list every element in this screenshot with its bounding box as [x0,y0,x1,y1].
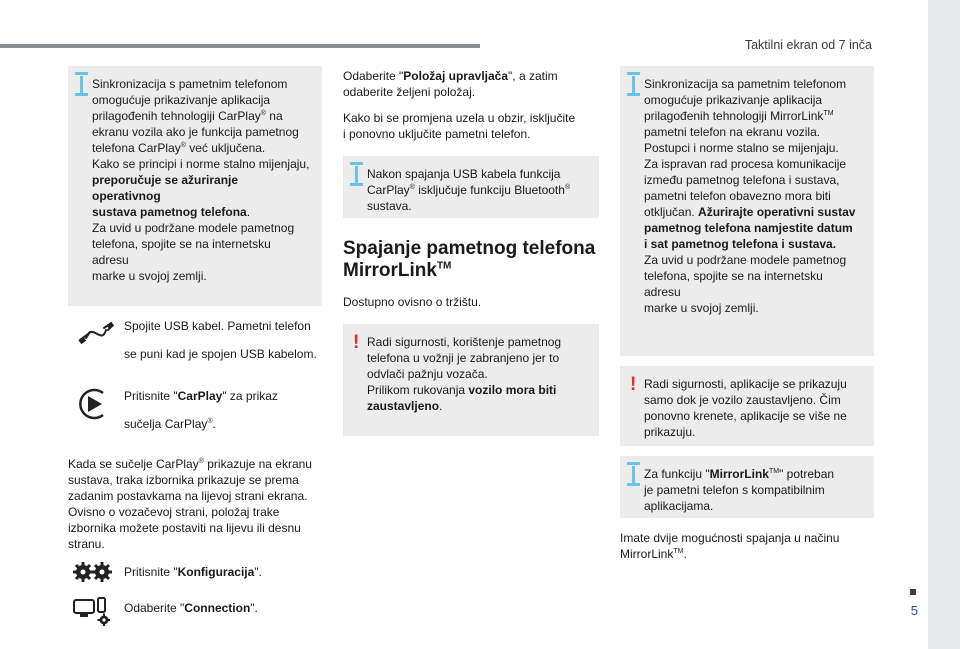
page-header-title: Taktilni ekran od 7 inča [744,38,872,52]
connection-settings-icon [72,596,112,626]
steering-position-paragraph: Odaberite "Položaj upravljača", a zatim odaberite željeni položaj. [343,69,558,99]
info-note-bluetooth: Nakon spajanja USB kabela funkcija CarPlay® isključuje funkciju Bluetooth® sustava. [343,156,599,218]
restart-phone-paragraph: Kako bi se promjena uzela u obzir, isključite i ponovno uključite pametni telefon. [343,111,576,141]
column-3 [620,66,874,562]
usb-instruction: Spojite USB kabel. Pametni telefon se puni kad je spojen USB kabelom. [68,318,322,362]
connection-instruction: Odaberite "Connection". [68,600,322,616]
configuration-instruction: Pritisnite "Konfiguracija". [68,564,322,580]
info-icon [632,466,635,483]
warning-icon: ! [353,332,360,353]
warning-icon: ! [630,374,637,395]
info-note-compatible-phone: Za funkciju "MirrorLink™" potreban je pametni telefon s kompatibilnim aplikacijama. [620,456,874,518]
warning-note-driving: ! Radi sigurnosti, korištenje pametnog telefona u vožnji je zabranjeno jer to odvlači pažnju vozača. Prilikom rukovanja vozilo mora biti zaustavljeno. [343,324,599,436]
column-2 [343,66,599,436]
carplay-instruction: Pritisnite "CarPlay" za prikaz sučelja CarPlay®. [68,388,322,432]
page-number: 5 [910,603,918,618]
connection-options-paragraph: Imate dvije mogućnosti spajanja u načinu MirrorLink™. [620,531,840,561]
header-rule [0,44,480,48]
warning-note-apps: ! Radi sigurnosti, aplikacije se prikazuju samo dok je vozilo zaustavljeno. Čim ponovno krenete, aplikacije se više ne prikazuju. [620,366,874,446]
gears-icon [72,560,112,584]
carplay-play-icon [76,386,110,422]
info-note-mirrorlink: Sinkronizacija sa pametnim telefonom omogućuje prikazivanje aplikacija prilagođenih tehnologiji MirrorLink™ pametni telefon na ekranu vozila. Postupci i norme stalno se mijenjaju. Za ispravan rad procesa komunikacije između pametnog telefona i sustava, pametni telefon obavezno mora biti otključan. Ažurirajte operativni sustav pametnog telefona namjestite datum i sat pametnog telefona i sustava. Za uvid u podržane modele pametnog telefona, spojite se na internetsku adresu marke u svojoj zemlji. [620,66,874,356]
info-icon [632,76,635,93]
info-note-carplay: Sinkronizacija s pametnim telefonom omogućuje prikazivanje aplikacija prilagođenih tehnologiji CarPlay® na ekranu vozila ako je funkcija pametnog telefona CarPlay® već uključena. Kako se principi i norme stalno mijenjaju, preporučuje se ažuriranje operativnog sustava pametnog telefona. Za uvid u podržane modele pametnog telefona, spojite se na internetsku adresu marke u svojoj zemlji. [68,66,322,306]
section-heading-mirrorlink: Spajanje pametnog telefona MirrorLink™ [343,238,596,281]
info-icon [80,76,83,93]
column-1 [68,66,322,628]
section-end-marker [910,589,916,595]
availability-text: Dostupno ovisno o tržištu. [343,295,482,309]
carplay-menu-paragraph: Kada se sučelje CarPlay® prikazuje na ekranu sustava, traka izbornika prikazuje se prema zadanim postavkama na lijevoj strani ekrana. Ovisno o vozačevoj strani, položaj trake izbornika možete postaviti na lijevu ili desnu stranu. [68,457,312,551]
usb-cable-icon [76,318,116,348]
page-side-strip [928,0,960,649]
info-icon [355,166,358,183]
